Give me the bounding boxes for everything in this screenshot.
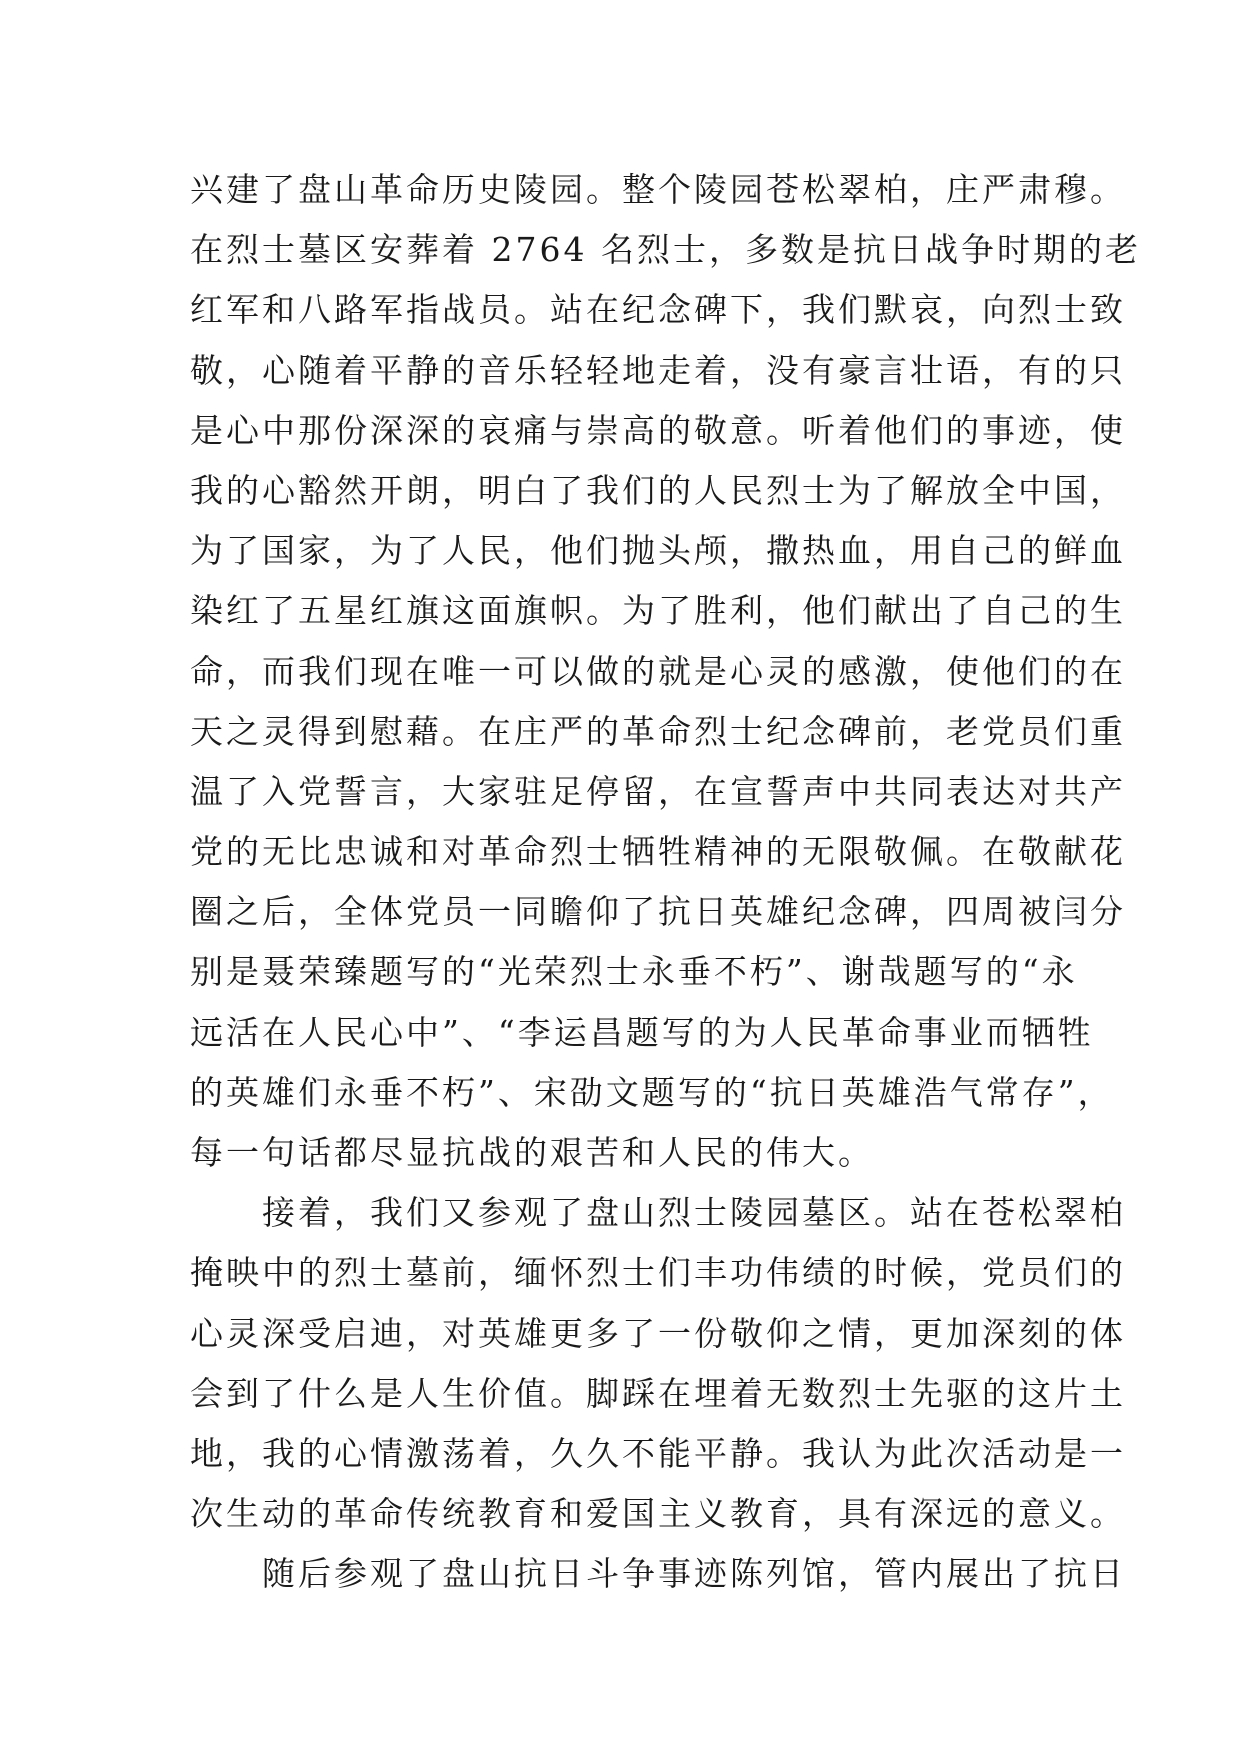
- text-line: 远活在人民心中”、“李运昌题写的为人民革命事业而牺牲: [190, 1012, 1094, 1052]
- text-line: 红军和八路军指战员。站在纪念碑下，我们默哀，向烈士致: [190, 290, 1126, 330]
- text-line: 圈之后，全体党员一同瞻仰了抗日英雄纪念碑，四周被闫分: [190, 892, 1126, 932]
- text-line: 的英雄们永垂不朽”、宋劭文题写的“抗日英雄浩气常存”，: [190, 1072, 1114, 1112]
- text-line: 温了入党誓言，大家驻足停留，在宣誓声中共同表达对共产: [190, 771, 1126, 811]
- text-line: 在烈士墓区安葬着 2764 名烈士，多数是抗日战争时期的老: [190, 230, 1141, 270]
- text-line: 每一句话都尽显抗战的艰苦和人民的伟大。: [190, 1133, 874, 1172]
- text-line: 命，而我们现在唯一可以做的就是心灵的感激，使他们的在: [190, 651, 1126, 691]
- text-line: 别是聂荣臻题写的“光荣烈士永垂不朽”、谢哉题写的“永: [190, 952, 1078, 992]
- text-line: 我的心豁然开朗，明白了我们的人民烈士为了解放全中国，: [190, 470, 1126, 510]
- body-text: [190, 160, 1141, 1605]
- paragraph-start-line: 随后参观了盘山抗日斗争事迹陈列馆，管内展出了抗日: [262, 1554, 1126, 1594]
- text-line: 掩映中的烈士墓前，缅怀烈士们丰功伟绩的时候，党员们的: [190, 1253, 1126, 1293]
- text-line: 天之灵得到慰藉。在庄严的革命烈士纪念碑前，老党员们重: [190, 711, 1126, 751]
- paragraph-start-line: 接着，我们又参观了盘山烈士陵园墓区。站在苍松翠柏: [262, 1193, 1126, 1233]
- text-line: 兴建了盘山革命历史陵园。整个陵园苍松翠柏，庄严肃穆。: [190, 170, 1126, 209]
- text-line: 次生动的革命传统教育和爱国主义教育，具有深远的意义。: [190, 1494, 1126, 1534]
- text-line: 党的无比忠诚和对革命烈士牺牲精神的无限敬佩。在敬献花: [190, 832, 1126, 872]
- text-line: 为了国家，为了人民，他们抛头颅，撒热血，用自己的鲜血: [190, 531, 1126, 571]
- text-line: 会到了什么是人生价值。脚踩在埋着无数烈士先驱的这片土: [190, 1373, 1126, 1413]
- text-line: 心灵深受启迪，对英雄更多了一份敬仰之情，更加深刻的体: [190, 1313, 1126, 1353]
- text-line: 敬，心随着平静的音乐轻轻地走着，没有豪言壮语，有的只: [190, 350, 1126, 390]
- text-line: 染红了五星红旗这面旗帜。为了胜利，他们献出了自己的生: [190, 591, 1126, 631]
- text-line: 地，我的心情激荡着，久久不能平静。我认为此次活动是一: [190, 1433, 1126, 1473]
- text-line: 是心中那份深深的哀痛与崇高的敬意。听着他们的事迹，使: [190, 410, 1126, 450]
